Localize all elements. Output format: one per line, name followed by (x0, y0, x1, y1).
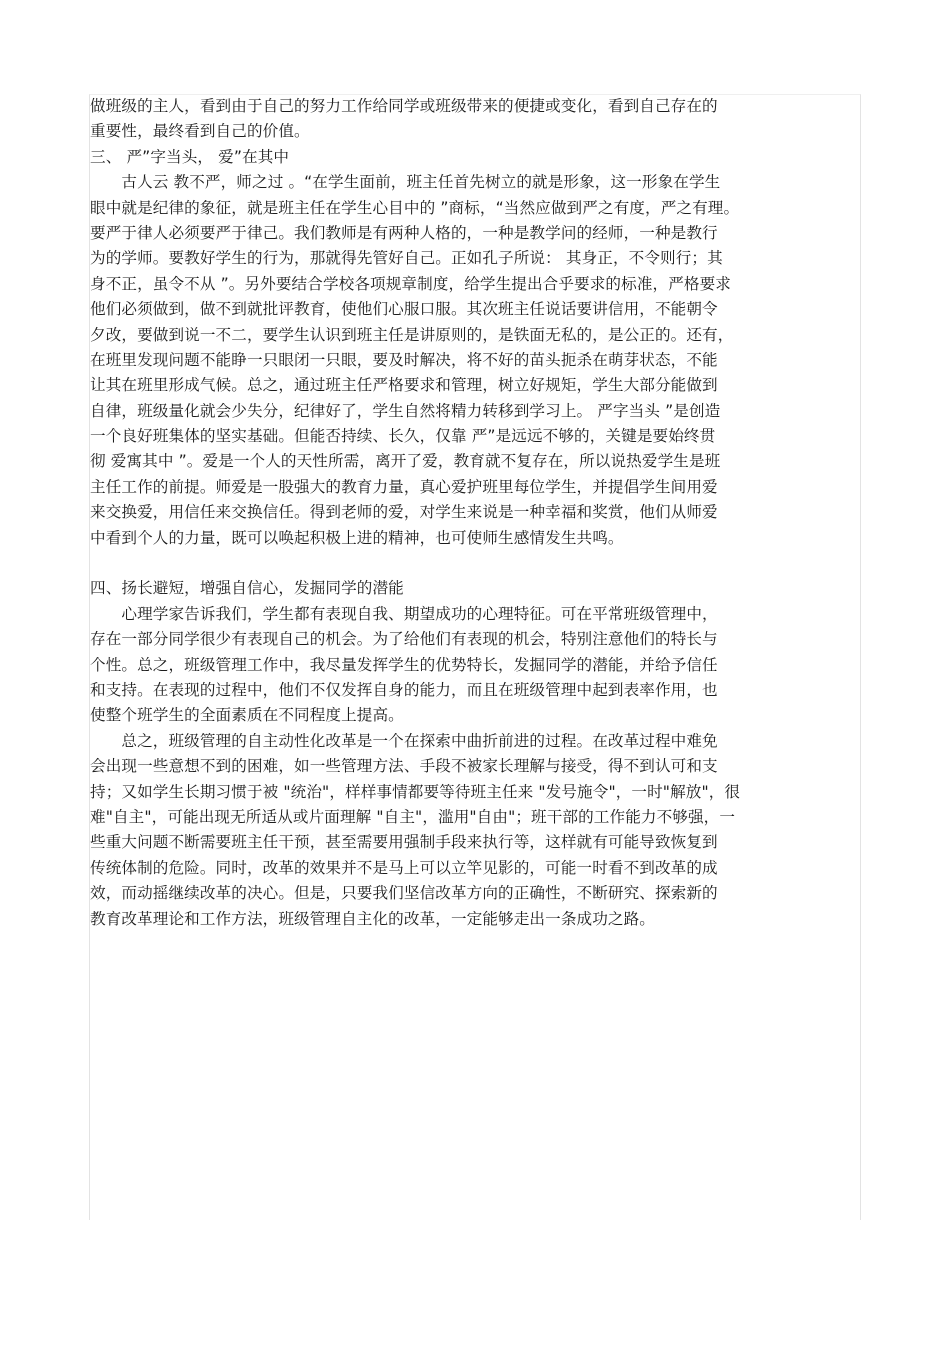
text-line: 教育改革理论和工作方法，班级管理自主化的改革，一定能够走出一条成功之路。 (90, 909, 655, 928)
text-line: 些重大问题不断需要班主任干预，甚至需要用强制手段来执行等，这样就有可能导致恢复到 (90, 833, 718, 852)
text-line: 和支持。在表现的过程中，他们不仅发挥自身的能力，而且在班级管理中起到表率作用，也 (90, 680, 718, 699)
text-line: 夕改，要做到说一不二，要学生认识到班主任是讲原则的，是铁面无私的，是公正的。还有， (90, 325, 734, 344)
text-line: 眼中就是纪律的象征，就是班主任在学生心目中的 ”商标，“当然应做到严之有度，严之有理。 (90, 198, 740, 217)
text-line: 总之，班级管理的自主动性化改革是一个在探索中曲折前进的过程。在改革过程中难免 (90, 731, 718, 750)
text-line: 彻 爱寓其中 ”。爱是一个人的天性所需，离开了爱，教育就不复存在，所以说热爱学生是班 (90, 452, 721, 471)
text-line: 主任工作的前提。师爱是一股强大的教育力量，真心爱护班里每位学生，并提倡学生间用爱 (90, 477, 718, 496)
text-line: 传统体制的危险。同时，改革的效果并不是马上可以立竿见影的，可能一时看不到改革的成 (90, 858, 718, 877)
section-heading: 四、扬长避短，增强自信心，发掘同学的潜能 (90, 579, 404, 598)
text-line: 难"自主"，可能出现无所适从或片面理解 "自主"，滥用"自由"；班干部的工作能力不够强，一 (90, 807, 736, 826)
text-line: 中看到个人的力量，既可以唤起积极上进的精神，也可使师生感情发生共鸣。 (90, 528, 624, 547)
text-line: 做班级的主人，看到由于自己的努力工作给同学或班级带来的便捷或变化，看到自己存在的 (90, 97, 718, 115)
text-line: 在班里发现问题不能睁一只眼闭一只眼，要及时解决，将不好的苗头扼杀在萌芽状态，不能 (90, 350, 718, 369)
text-line: 古人云 教不严，师之过 。“在学生面前，班主任首先树立的就是形象，这一形象在学生 (90, 173, 721, 192)
text-line: 要严于律人必须要严于律己。我们教师是有两种人格的，一种是教学问的经师，一种是教行 (90, 223, 718, 242)
section-heading: 三、 严”字当头， 爱”在其中 (90, 147, 290, 166)
text-line: 效，而动摇继续改革的决心。但是，只要我们坚信改革方向的正确性，不断研究、探索新的 (90, 884, 718, 903)
text-line: 为的学师。要教好学生的行为，那就得先管好自己。正如孔子所说： 其身正，不令则行；其 (90, 249, 723, 268)
text-line: 心理学家告诉我们，学生都有表现自我、期望成功的心理特征。可在平常班级管理中， (90, 604, 718, 623)
text-line: 重要性，最终看到自己的价值。 (90, 122, 310, 141)
document-body (90, 94, 862, 932)
text-line: 会出现一些意想不到的困难，如一些管理方法、手段不被家长理解与接受，得不到认可和支 (90, 757, 718, 776)
text-line: 使整个班学生的全面素质在不同程度上提高。 (90, 706, 404, 725)
text-line: 一个良好班集体的坚实基础。但能否持续、长久，仅靠 严”是远远不够的，关键是要始终贯 (90, 427, 716, 446)
section-discipline-and-love (90, 94, 862, 551)
text-line: 持；又如学生长期习惯于被 "统治"，样样事情都要等待班主任来 "发号施令"，一时"解放"，很 (90, 782, 741, 801)
text-line: 来交换爱，用信任来交换信任。得到老师的爱，对学生来说是一种幸福和奖赏，他们从师爱 (90, 503, 718, 522)
text-line: 存在一部分同学很少有表现自己的机会。为了给他们有表现的机会，特别注意他们的特长与 (90, 630, 718, 649)
text-line: 身不正，虽令不从 ”。另外要结合学校各项规章制度，给学生提出合乎要求的标准，严格要求 (90, 274, 731, 293)
text-line: 让其在班里形成气候。总之，通过班主任严格要求和管理，树立好规矩，学生大部分能做到 (90, 376, 718, 395)
text-line: 个性。总之，班级管理工作中，我尽量发挥学生的优势特长，发掘同学的潜能，并给予信任 (90, 655, 718, 674)
text-line: 自律，班级量化就会少失分，纪律好了，学生自然将精力转移到学习上。 严字当头 ”是创造 (90, 401, 721, 420)
section-strengths (90, 576, 862, 931)
text-line: 他们必须做到，做不到就批评教育，使他们心服口服。其次班主任说话要讲信用，不能朝令 (90, 300, 718, 319)
paragraph-gap (90, 551, 862, 576)
